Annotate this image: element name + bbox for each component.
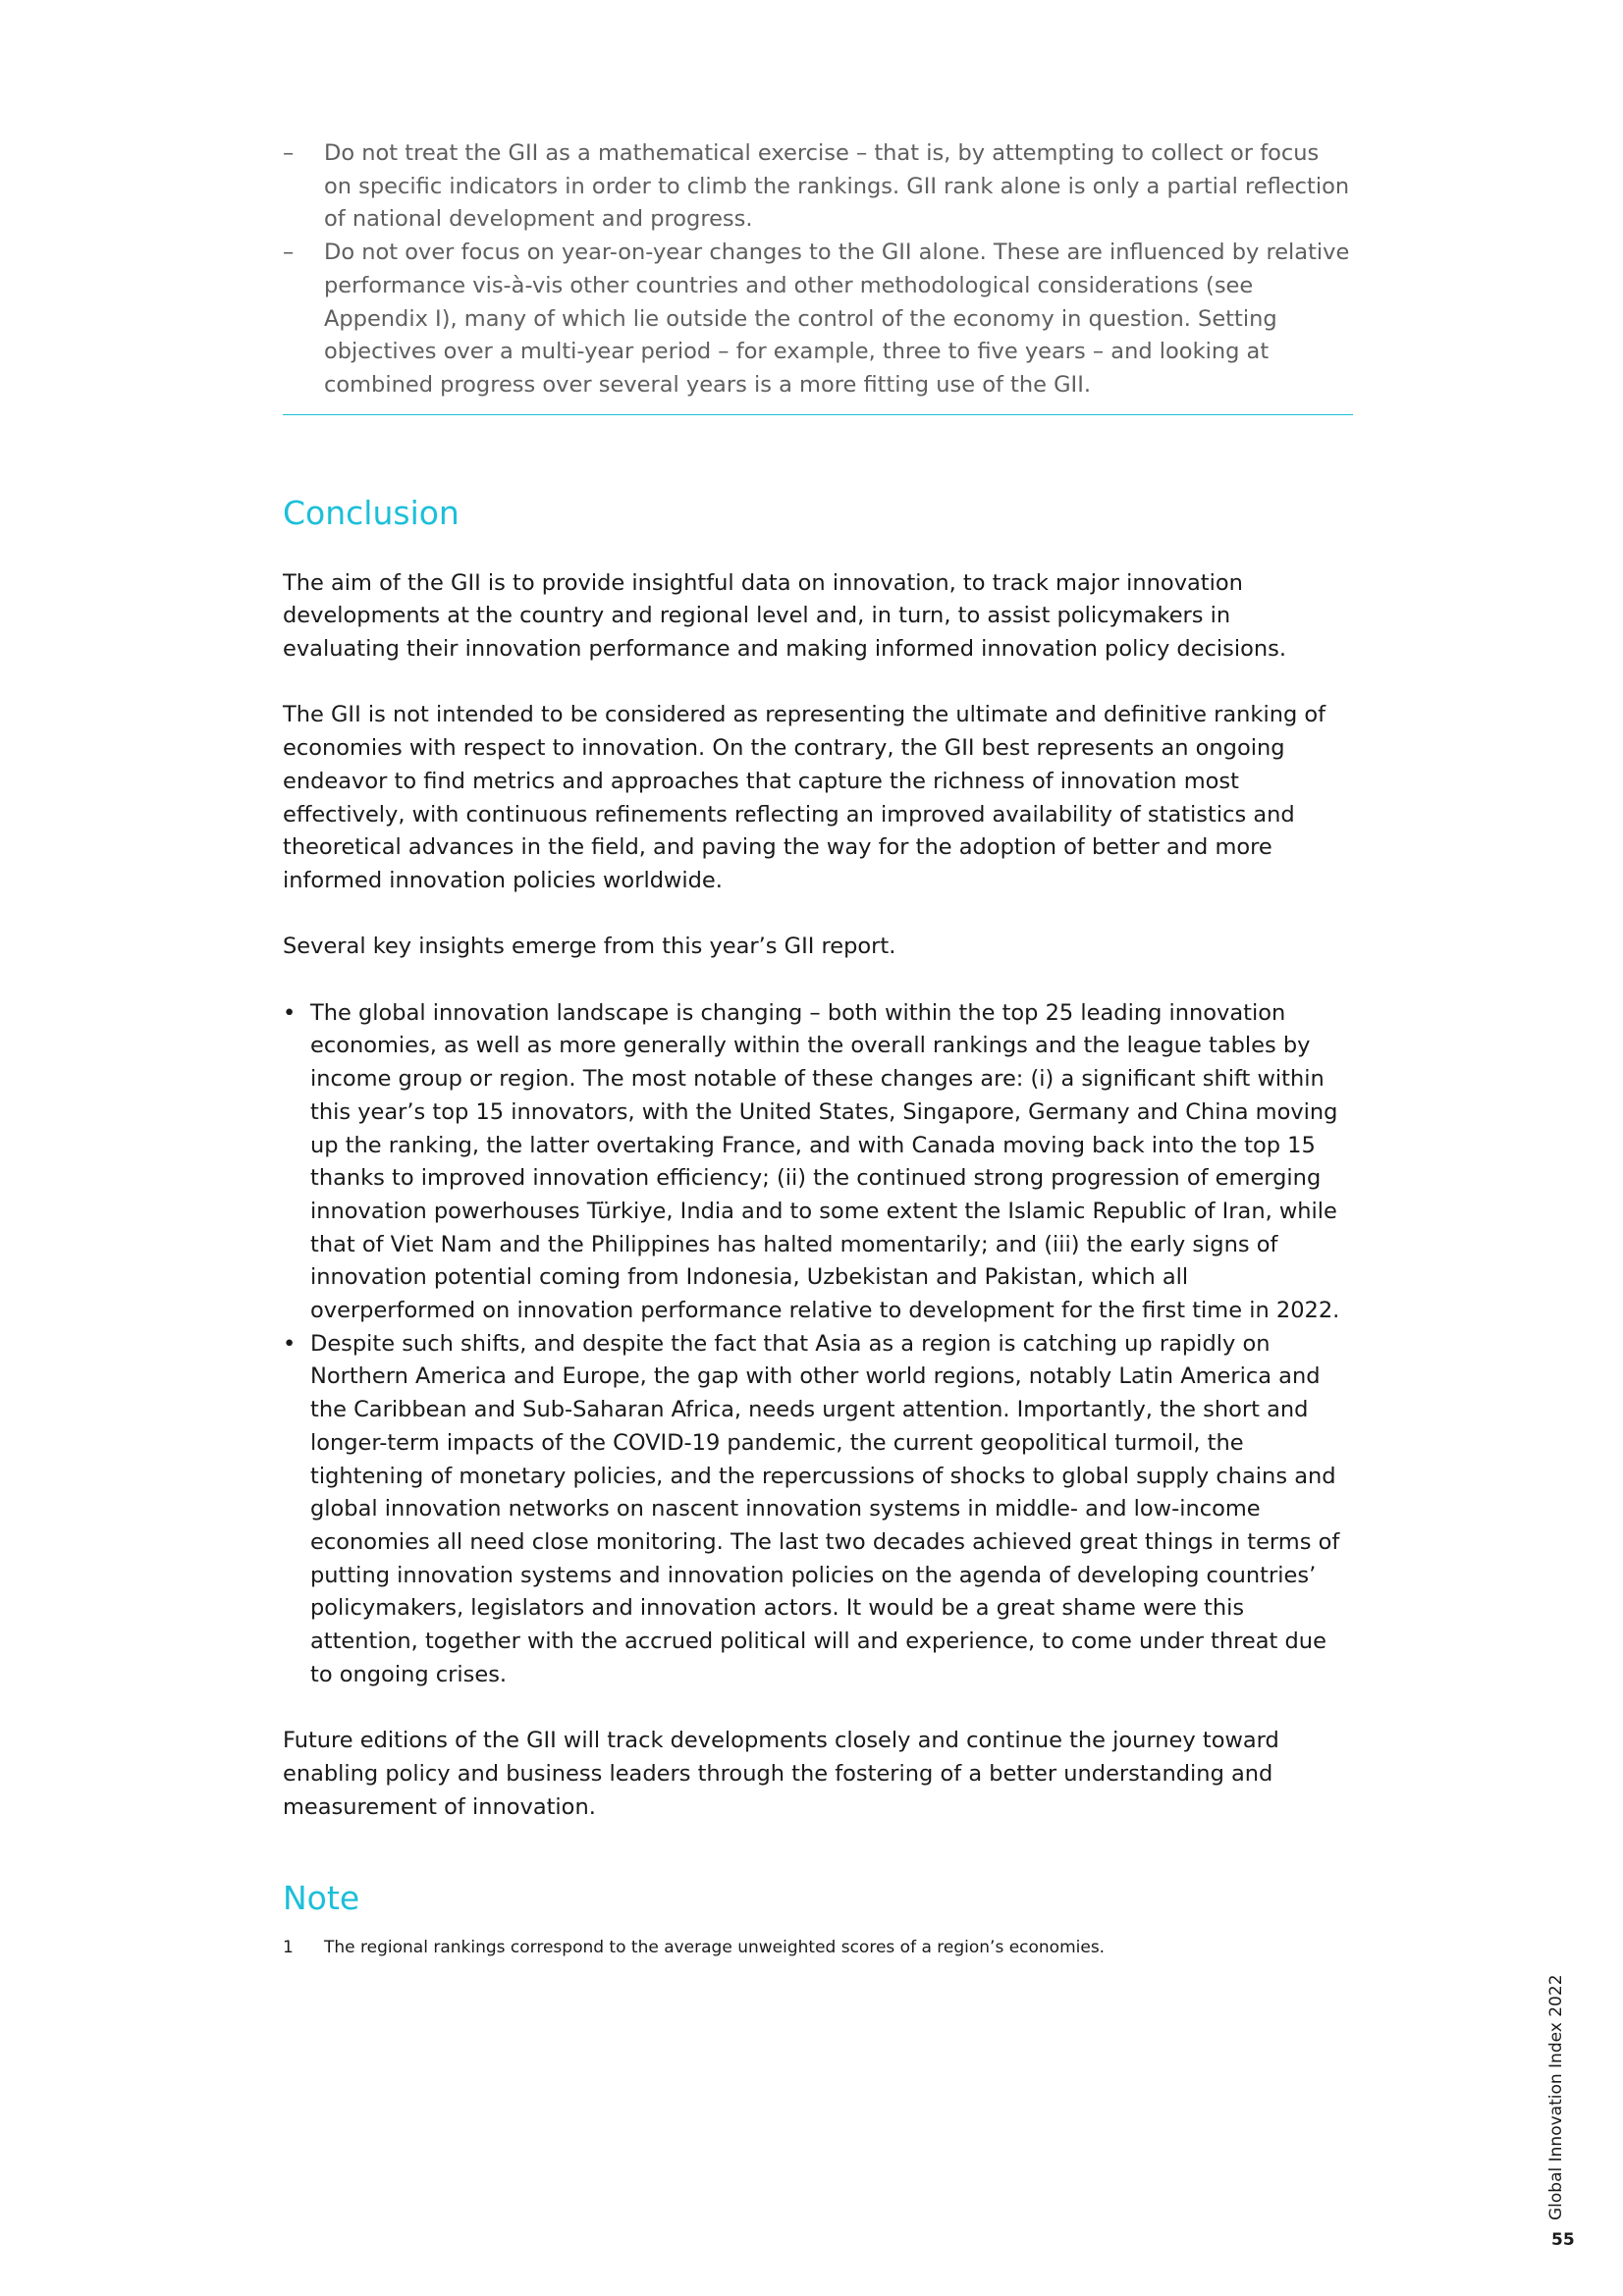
bullet-marker: • xyxy=(283,999,297,1026)
conclusion-paragraph: The aim of the GII is to provide insightful data on innovation, to track major innovation developments at the country and regional level and, in turn, to assist policymakers in evaluating their innovation performance and making informed innovation policy decisions. xyxy=(283,569,1287,663)
list-item-text: The global innovation landscape is changing – both within the top 25 leading innovation economies, as well as more generally within the overall rankings and the league tables by income group or region. The most notable of these changes are: (i) a significant shift within this year’s top 15 innovators, with the United States, Singapore, Germany and China moving up the ranking, the latter overtaking France, and with Canada moving back into the top 15 thanks to improved innovation efficiency; (ii) the continued strong progression of emerging innovation powerhouses Türkiye, India and to some extent the Islamic Republic of Iran, while that of Viet Nam and the Philippines has halted momentarily; and (iii) the early signs of innovation potential coming from Indonesia, Uzbekistan and Pakistan, which all overperformed on innovation performance relative to development for the first time in 2022. xyxy=(310,999,1340,1324)
recommendations-list xyxy=(283,137,1353,402)
dash-marker: – xyxy=(283,240,295,266)
list-item-text: Do not over focus on year-on-year changes to the GII alone. These are influenced by relative performance vis-à-vis other countries and other methodological considerations (see Appendix I), many of which lie outside the control of the economy in question. Setting objectives over a multi-year period – for example, three to five years – and looking at combined progress over several years is a more fitting use of the GII. xyxy=(324,240,1350,398)
conclusion-paragraph: The GII is not intended to be considered as representing the ultimate and definitive ranking of economies with respect to innovation. On the contrary, the GII best represents an ongoing endeavor to find metrics and approaches that capture the richness of innovation most effectively, with continuous refinements reflecting an improved availability of statistics and theoretical advances in the field, and paving the way for the adoption of better and more informed innovation policies worldwide. xyxy=(283,702,1326,893)
footnote-text: The regional rankings correspond to the average unweighted scores of a region’s economies. xyxy=(324,1938,1106,1958)
bullet-marker: • xyxy=(283,1330,297,1357)
conclusion-paragraph: Several key insights emerge from this year’s GII report. xyxy=(283,934,896,960)
list-item xyxy=(283,237,1353,402)
footnote xyxy=(283,1936,1353,1959)
page-number: 55 xyxy=(1551,2230,1575,2250)
page-content xyxy=(283,137,1353,1959)
list-item xyxy=(283,997,1353,1328)
key-insights-list xyxy=(283,997,1353,1692)
conclusion-heading: Conclusion xyxy=(283,493,460,532)
conclusion-paragraph: Future editions of the GII will track developments closely and continue the journey toward enabling policy and business leaders through the fostering of a better understanding and measurement of innovation. xyxy=(283,1728,1279,1820)
list-item-text: Despite such shifts, and despite the fact that Asia as a region is catching up rapidly on Northern America and Europe, the gap with other world regions, notably Latin America and the Caribbean and Sub-Saharan Africa, needs urgent attention. Importantly, the short and longer-term impacts of the COVID-19 pandemic, the current geopolitical turmoil, the tightening of monetary policies, and the repercussions of shocks to global supply chains and global innovation networks on nascent innovation systems in middle- and low-income economies all need close monitoring. The last two decades achieved great things in terms of putting innovation systems and innovation policies on the agenda of developing countries’ policymakers, legislators and innovation actors. It would be a great shame were this attention, together with the accrued political will and experience, to come under threat due to ongoing crises. xyxy=(310,1330,1340,1687)
footnote-number: 1 xyxy=(283,1938,294,1958)
publication-title: Global Innovation Index 2022 xyxy=(1546,1974,1566,2220)
note-heading: Note xyxy=(283,1879,360,1918)
list-item xyxy=(283,137,1353,237)
list-item-text: Do not treat the GII as a mathematical exercise – that is, by attempting to collect or focus on specific indicators in order to climb the rankings. GII rank alone is only a partial reflection of national development and progress. xyxy=(324,140,1350,233)
section-divider xyxy=(283,414,1353,415)
dash-marker: – xyxy=(283,140,295,166)
list-item xyxy=(283,1328,1353,1692)
